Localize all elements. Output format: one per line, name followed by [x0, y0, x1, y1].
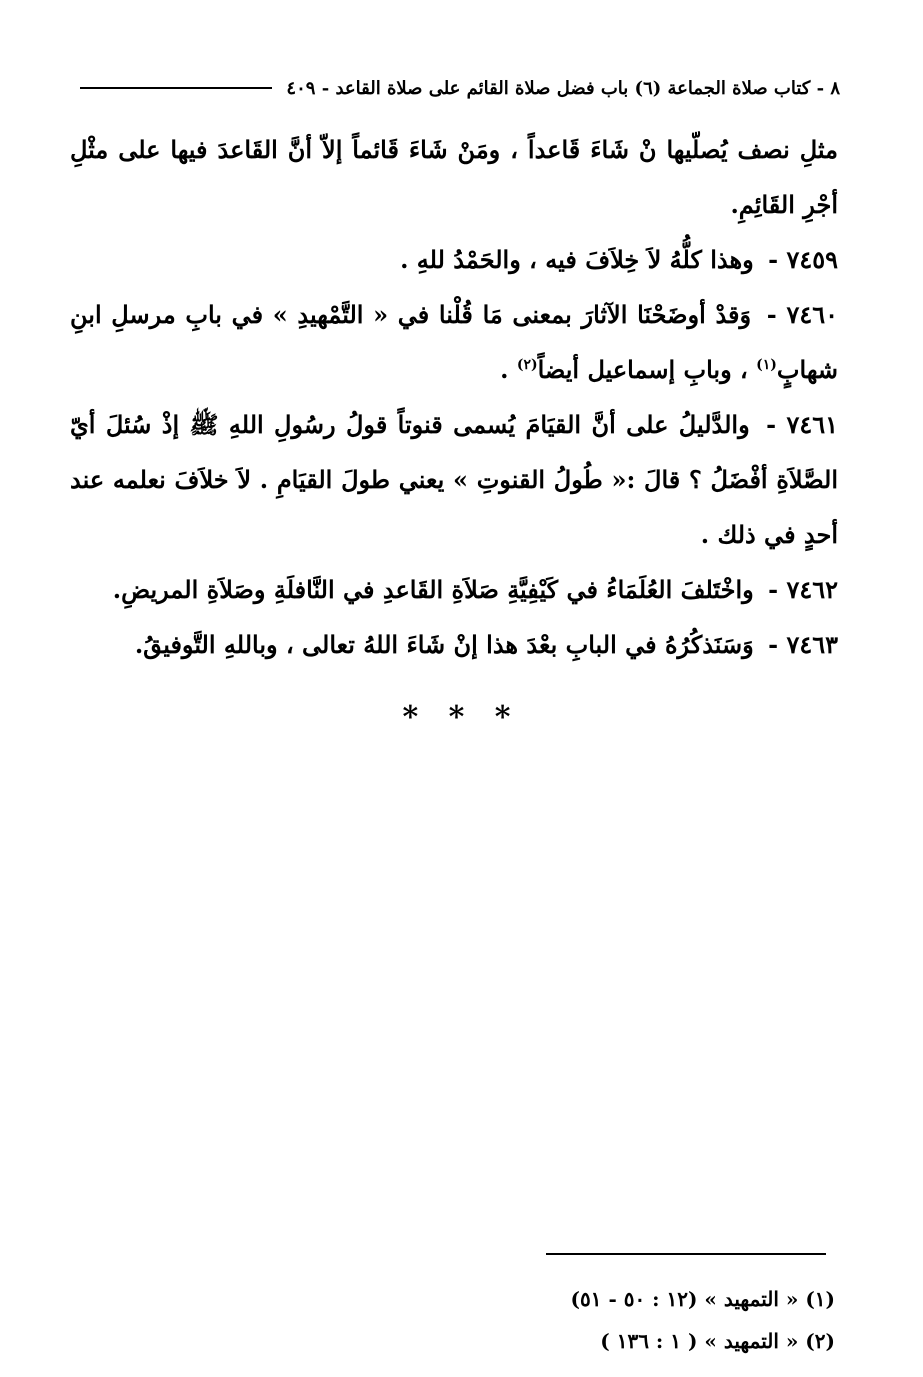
- paragraph-number: ٧٤٦٢ -: [768, 575, 838, 604]
- paragraph-7459: [70, 232, 838, 287]
- paragraph-7460: [70, 287, 838, 397]
- paragraph-number: ٧٤٦١ -: [766, 410, 838, 439]
- running-header: [80, 68, 840, 108]
- paragraph-text: .: [500, 355, 509, 384]
- paragraph-text: مثلِ نصف يُصلّيها نْ شَاءَ قَاعداً ، ومَنْ شَاءَ قَائماً إلاّ أنَّ القَاعدَ فيها على مثْلِ أجْرِ القَائِمِ.: [70, 135, 838, 219]
- paragraph-text: ، وبابِ إسماعيل أيضاً: [537, 355, 748, 384]
- header-rule: [80, 87, 272, 89]
- footnote-2: (٢) « التمهيد » ( ١ : ١٣٦ ): [600, 1329, 835, 1353]
- paragraph-text: والدَّليلُ على أنَّ القيَامَ يُسمى قنوتاً قولُ رسُولِ اللهِ ﷺ إذْ سُئلَ أيّ الصَّلاَةِ أفْضَلُ ؟ قالَ :« طُولُ القنوتِ » يعني طولَ القيَامِ . لاَ خلاَفَ نعلمه عند أحدٍ في ذلك .: [70, 410, 839, 549]
- paragraph-continuation: [70, 122, 838, 232]
- footnote-ref-1[interactable]: (١): [756, 357, 777, 373]
- footnote-1: (١) « التمهيد » (١٢ : ٥٠ - ٥١): [570, 1287, 835, 1311]
- paragraph-7461: [70, 397, 838, 562]
- section-separator: * * *: [402, 700, 521, 735]
- paragraph-7462: [70, 562, 838, 617]
- paragraph-7463: [70, 617, 838, 672]
- paragraph-number: ٧٤٥٩ -: [768, 245, 838, 274]
- paragraph-text: وَسَنَذكُرُهُ في البابِ بعْدَ هذا إنْ شَاءَ اللهُ تعالى ، وباللهِ التَّوفيقُ.: [134, 630, 754, 659]
- footnotes: [475, 1278, 835, 1362]
- header-title: ٨ - كتاب صلاة الجماعة (٦) باب فضل صلاة القائم على صلاة القاعد - ٤٠٩: [286, 77, 840, 99]
- main-text: [70, 122, 838, 672]
- paragraph-number: ٧٤٦٣ -: [768, 630, 838, 659]
- paragraph-text: واخْتَلفَ العُلَمَاءُ في كَيْفِيَّةِ صَلاَةِ القَاعدِ في النَّافلَةِ وصَلاَةِ المريضِ.: [112, 575, 754, 604]
- paragraph-text: وَقدْ أوضَحْنَا الآثارَ بمعنى مَا قُلْنا في « التَّمْهيدِ » في بابِ مرسلِ ابنِ شهابٍ: [70, 300, 838, 384]
- paragraph-text: وهذا كلُّهُ لاَ خِلاَفَ فيه ، والحَمْدُ للهِ .: [400, 245, 754, 274]
- footnote-ref-2[interactable]: (٢): [516, 357, 538, 373]
- paragraph-number: ٧٤٦٠ -: [766, 300, 838, 329]
- footnote-rule: [546, 1253, 826, 1255]
